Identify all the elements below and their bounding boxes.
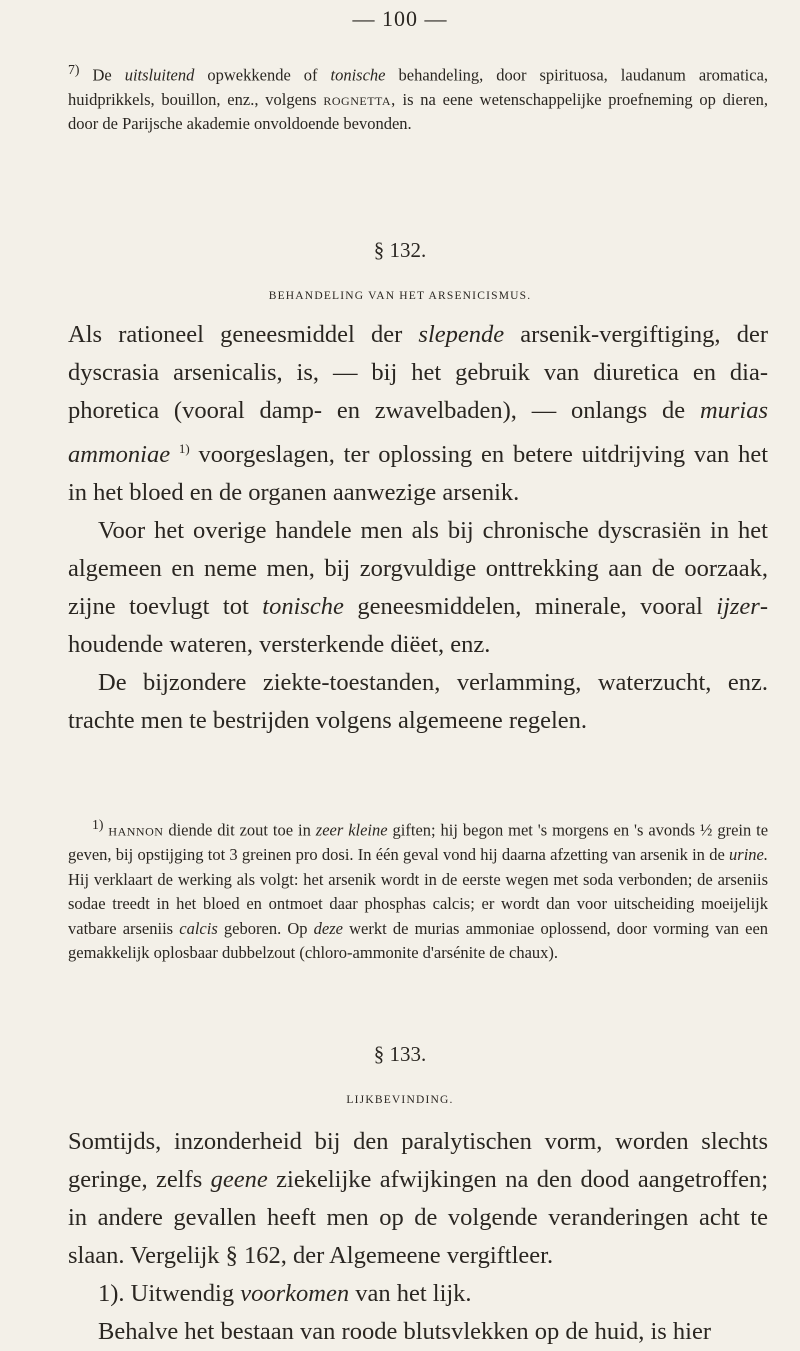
text: van het lijk. xyxy=(355,1280,472,1307)
paragraph: Behalve het bestaan van roode blutsvlekken op de huid, is hier xyxy=(98,1318,712,1345)
emphasis: tonische xyxy=(262,593,344,621)
emphasis: zeer kleine xyxy=(315,820,388,840)
text: ziekelijke afwijkingen na den dood aangetroffen; in andere gevallen heeft men op de volgende veranderingen acht te slaan. Vergelijk § 162, der Algemeene vergiftleer. xyxy=(68,1166,769,1269)
paragraph xyxy=(68,316,768,512)
emphasis: geene xyxy=(210,1166,268,1193)
text: Voor het overige handele men als bij chronische dyscrasiën in het algemeen en neme men, bij zorgvuldige onttrekking aan de oorzaak, zijne toevlugt tot xyxy=(68,517,768,621)
footnote-marker: 7) xyxy=(68,62,80,77)
author-name: hannon xyxy=(108,820,164,840)
emphasis: urine. xyxy=(729,845,768,864)
text: giften; hij begon met 's morgens en 's avonds ½ grein te geven, bij opstijging tot 3 greinen pro dosi. In één geval vond hij daarna afzetting van arsenik in de xyxy=(68,820,769,864)
section-number-133: § 133. xyxy=(373,1042,427,1066)
section-number-132: § 132. xyxy=(373,238,427,262)
emphasis: deze xyxy=(313,918,343,938)
emphasis: ijzer xyxy=(716,593,760,621)
text: geneesmiddelen, minerale, vooral xyxy=(357,593,703,621)
top-footnote xyxy=(68,58,768,136)
emphasis: murias ammoniae xyxy=(68,397,769,469)
text: werkt de murias ammoniae oplossend, door vorming van een gemakkelijk oplosbaar dubbelzout (chloro-ammonite d'arsénite de chaux). xyxy=(68,918,769,962)
emphasis: slepende xyxy=(418,321,505,348)
paragraph xyxy=(68,1123,768,1275)
footnote-reference: 1) xyxy=(178,441,190,456)
emphasis: uitsluitend xyxy=(124,65,195,85)
paragraph: De bijzondere ziekte-toestanden, verlamming, waterzucht, enz. trachte men te bestrijden volgens algemeene regelen. xyxy=(68,669,768,735)
text: Somtijds, inzonderheid bij den paralytischen vorm, worden slechts geringe, zelfs xyxy=(68,1128,768,1193)
footnote-1 xyxy=(68,813,768,966)
text: Als rationeel geneesmiddel der xyxy=(68,321,403,348)
emphasis: voorkomen xyxy=(240,1280,350,1307)
section-heading-133: LIJKBEVINDING. xyxy=(346,1094,454,1106)
section-heading-132: BEHANDELING VAN HET ARSENICISMUS. xyxy=(268,290,532,302)
text: voorgeslagen, ter oplossing en betere uitdrijving van het in het bloed en de organen aanwezige arsenik. xyxy=(68,441,768,507)
section-133-body xyxy=(68,1123,768,1351)
section-132-body xyxy=(68,316,768,740)
footnote-text: is na eene wetenschappelijke proefneming op dieren, door de Parijsche akademie onvoldoende bevonden. xyxy=(68,89,769,133)
text: geboren. Op xyxy=(223,918,308,938)
footnote-text: behandeling, door spirituosa, laudanum aromatica, huidprikkels, bouillon, enz., volgens xyxy=(68,65,769,109)
text: 1). Uitwendig xyxy=(98,1280,235,1307)
paragraph xyxy=(68,512,768,664)
footnote-text: opwekkende of xyxy=(207,65,318,85)
footnote-paragraph xyxy=(68,813,768,966)
text: diende dit zout toe in xyxy=(168,820,311,840)
page-number: — 100 — xyxy=(352,6,448,31)
emphasis: tonische xyxy=(330,65,386,85)
text: Hij verklaart de werking als volgt: het arsenik wordt in de eerste wegen met soda verbonden; de arseniis sodae treedt in het bloed en ontmoet daar phosphas calcis; er wordt dan voor uitscheiding moeijelijk vatbare arseniis xyxy=(68,869,768,938)
footnote-marker: 1) xyxy=(92,817,104,832)
text: arsenik-vergiftiging, der dyscrasia arsenicalis, is, — bij het gebruik van diuretica en dia-phoretica (vooral damp- en zwavelbaden), — onlangs de xyxy=(68,321,769,424)
paragraph xyxy=(68,1275,768,1313)
text: -houdende wateren, versterkende diëet, enz. xyxy=(68,593,769,659)
footnote-text: De xyxy=(92,65,112,85)
author-name: rognetta, xyxy=(323,89,396,109)
emphasis: calcis xyxy=(179,918,218,938)
